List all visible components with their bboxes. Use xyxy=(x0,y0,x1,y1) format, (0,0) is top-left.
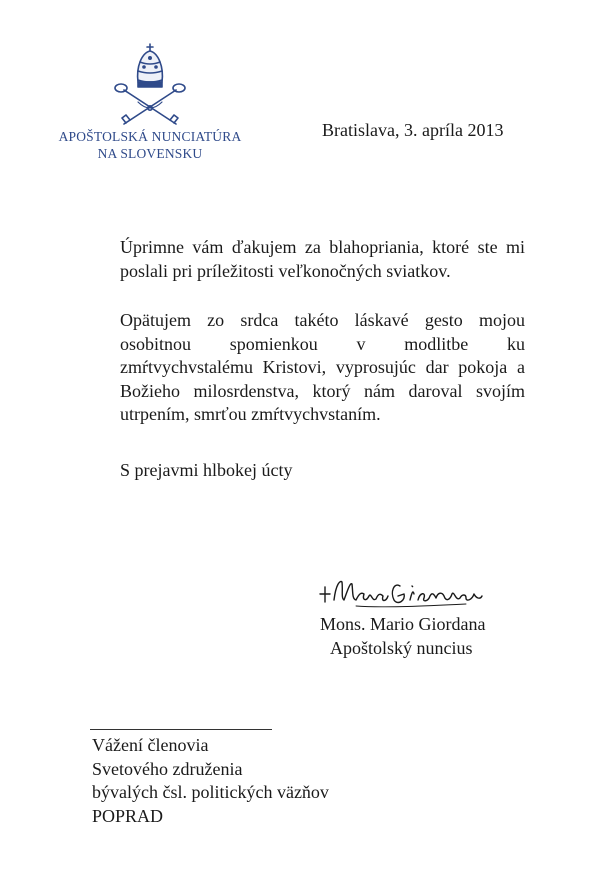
closing-salutation: S prejavmi hlbokej úcty xyxy=(120,459,293,480)
address-line-3: bývalých čsl. politických väzňov xyxy=(92,782,329,802)
org-name-line-1: APOŠTOLSKÁ NUNCIATÚRA xyxy=(58,129,242,144)
signatory-name: Mons. Mario Giordana xyxy=(320,614,486,634)
signatory-title: Apoštolský nuncius xyxy=(330,638,473,658)
handwritten-signature xyxy=(316,572,486,612)
signature-block xyxy=(320,612,485,660)
address-divider xyxy=(90,729,272,730)
letter-body xyxy=(120,236,525,508)
address-line-1: Vážení členovia xyxy=(92,735,209,755)
address-line-2: Svetového združenia xyxy=(92,758,243,779)
address-line-4: POPRAD xyxy=(92,805,164,826)
papal-coat-of-arms-icon xyxy=(108,42,192,128)
org-name-line-2: NA SLOVENSKU xyxy=(97,146,203,161)
paragraph-blessing: Opätujem zo srdca takéto láskavé gesto mojou osobitnou spomienkou v modlitbe ku zmŕtvychvstalému Kristovi, vyprosujúc dar pokoja a Božieho milosrdenstva, ktorý nám daroval svojím utrpením, smrťou zmŕtvychvstaním. xyxy=(120,310,525,424)
letter-date: Bratislava, 3. apríla 2013 xyxy=(322,120,504,140)
paragraph-thanks: Úprimne vám ďakujem za blahopriania, ktoré ste mi poslali pri príležitosti veľkonočných sviatkov. xyxy=(120,237,525,281)
nunciature-name xyxy=(40,128,260,162)
recipient-address xyxy=(92,734,329,828)
